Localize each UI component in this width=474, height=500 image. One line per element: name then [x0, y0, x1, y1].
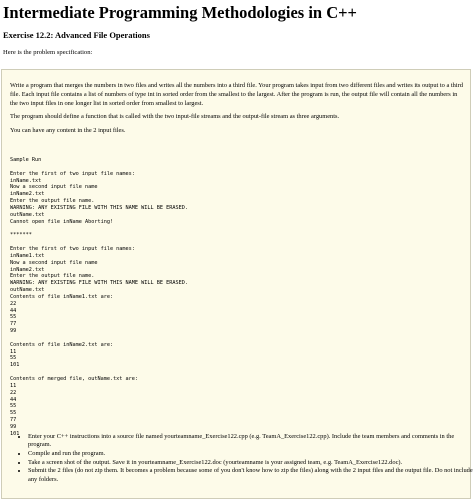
spec-paragraph-function: The program should define a function that is called with the two input-file streams and the output-file stream as three arguments.	[10, 113, 340, 120]
list-item: • Submit the 2 files (do not zip them. It becomes a problem because some of you don't know how to zip the files) along with the 2 input files and the output file. Do not include any folders.	[28, 467, 474, 483]
instructions-list	[10, 433, 474, 484]
list-item: • Enter your C++ instructions into a source file named yourteamname_Exercise122.cpp (e.g. TeamA_Exercise122.cpp). Include the team members and comments in the program.	[28, 433, 474, 449]
list-item: • Compile and run the program.	[28, 450, 474, 458]
sample-run-output: Sample Run Enter the first of two input file names: inName.txt Now a second input file name inName2.txt Enter the output file name. WARNING: ANY EXISTING FILE WITH THIS NAME WILL BE ERASED. outName.txt Cannot open file inName Aborting! ******* Enter the first of two input file names: inName1.txt Now a second input file name inName2.txt Enter the output file name. WARNING: ANY EXISTING FILE WITH THIS NAME WILL BE ERASED. outName.txt Contents of file inName1.txt are: 22 44 55 77 99 Contents of file inName2.txt are: 11 55 101 Contents of merged file, outName.txt are: 11 22 44 55 55 77 99 101	[10, 157, 189, 437]
intro-text: Here is the problem specification:	[3, 49, 93, 56]
specification-box	[1, 69, 471, 499]
spec-paragraph-description: Write a program that merges the numbers in two files and writes all the numbers into a third file. Your program takes input from two different files and writes its output to a third file. Each input file contains a list of numbers of type int in sorted order from the smallest to the largest. After the program is run, the output file will contain all the numbers in the two input files in one longer list in sorted order from smallest to largest.	[10, 82, 463, 107]
spec-paragraph-input-files: You can have any content in the 2 input files.	[10, 127, 126, 134]
exercise-heading: Exercise 12.2: Advanced File Operations	[3, 30, 150, 40]
list-item: • Take a screen shot of the output. Save it in yourteamname_Exercise122.doc (yourteamname is your assigned team, e.g. TeamA_Exercise122.doc).	[28, 459, 474, 467]
page-title: Intermediate Programming Methodologies in C++	[3, 3, 357, 22]
